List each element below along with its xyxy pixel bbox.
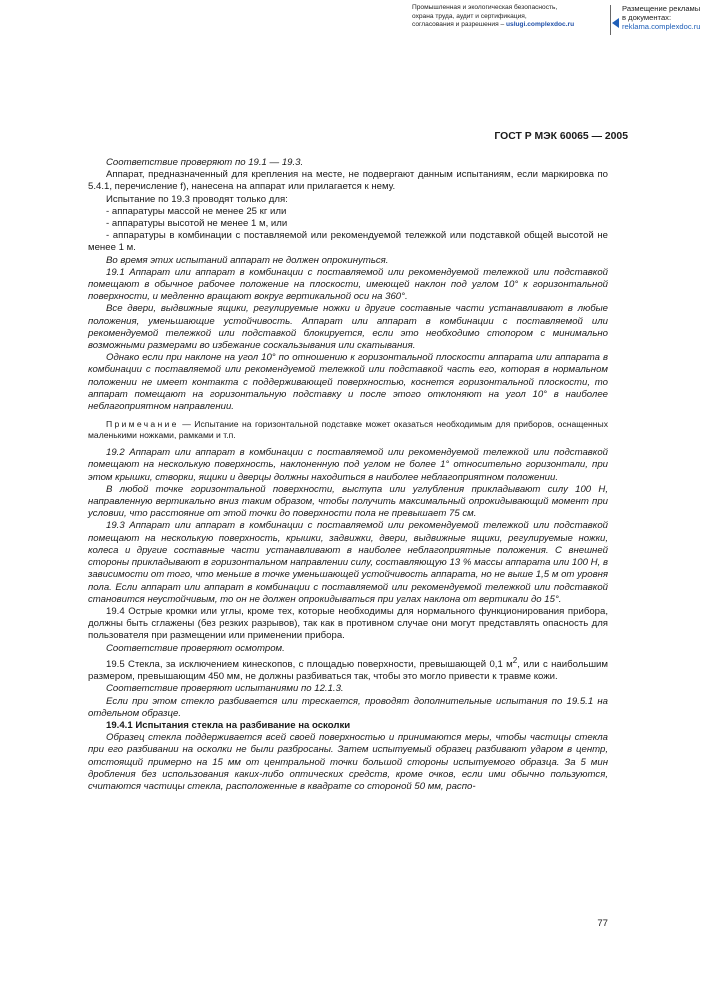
- section-heading: 19.4.1 Испытания стекла на разбивание на осколки: [106, 719, 351, 731]
- superscript: 2: [512, 655, 518, 665]
- paragraph: Все двери, выдвижные ящики, регулируемые ножки и другие составные части устанавливают в любые положения, уменьшающие устойчивость. Аппарат или аппарат в комбинации с поставляемой или рекомендуемой тележкой или подставкой блокируется, если это необходимо стопором с минимально возможными размерами во избежание соскальзывания или скатывания.: [88, 303, 608, 352]
- list-item: - аппаратуры в комбинации с поставляемой или рекомендуемой тележкой или подставкой общей высотой не менее 1 м.: [88, 230, 608, 254]
- banner-divider: [610, 5, 611, 35]
- clause-19-2: 19.2 Аппарат или аппарат в комбинации с поставляемой или рекомендуемой тележкой или подставкой помещают на несколькую поверхность, наклоненную под углом не более 1° относительно горизонтали, при этом крышки, створки, ящики и дверцы должны находиться в наиболее неблагоприятном положении.: [88, 447, 608, 483]
- clause-19-3: 19.3 Аппарат или аппарат в комбинации с поставляемой или рекомендуемой тележкой или подставкой помещают на несколькую поверхность, крышки, задвижки, двери, выдвижные ящики, регулируемые ножки, колеса и другие составные части устанавливают в наиболее неблагоприятные положения. С внешней стороны прикладывают в горизонтальном направлении силу, составляющую 13 % массы аппарата или 100 Н, в зависимости от того, что меньше в точке уменьшающей устойчивость аппарата, но не выше 1,5 м от уровня пола. Если аппарат или аппарат в комбинации с поставляемой или рекомендуемой тележкой или подставкой становится неустойчивым, то он не должен опрокидываться при углах наклона от вертикали до 15°.: [88, 520, 608, 605]
- services-link[interactable]: uslugi.complexdoc.ru: [506, 21, 575, 29]
- clause-19-5: [88, 655, 608, 684]
- paragraph: Однако если при наклоне на угол 10° по отношению к горизонтальной плоскости аппарата или аппарата в комбинации с поставляемой или рекомендуемой тележкой или подставкой часть его, которая в нормальном положении не имеет контакта с поддерживающей поверхностью, коснется горизонтальной плоскости, то аппарат помещают на горизонтальную подставку и после этого отклоняют на угол 10° в наиболее неблагоприятном направлении.: [88, 352, 608, 413]
- paragraph: Аппарат, предназначенный для крепления на месте, не подвергают данным испытаниям, если маркировка по 5.4.1, перечисление f), нанесена на аппарат или прилагается к нему.: [88, 169, 608, 193]
- page-number: 77: [597, 918, 608, 929]
- paragraph: Соответствие проверяют испытаниями по 12.1.3.: [106, 683, 344, 695]
- banner-line: [412, 21, 602, 30]
- banner-line: в документах:: [622, 13, 672, 23]
- banner-line: Размещение рекламы: [622, 4, 701, 13]
- document-body: [88, 157, 608, 793]
- standard-header: ГОСТ Р МЭК 60065 — 2005: [494, 131, 628, 142]
- paragraph: Соответствие проверяют по 19.1 — 19.3.: [106, 157, 304, 168]
- paragraph: В любой точке горизонтальной поверхности, выступа или углубления прикладывают силу 100 Н, направленную вертикально вниз таким образом, чтобы получить максимальный опрокидывающий момент при условии, что расстояние от этой точки до поверхности пола не превышает 75 см.: [88, 483, 608, 520]
- arrow-left-icon: [612, 18, 619, 28]
- list-item: - аппаратуры массой не менее 25 кг или: [106, 205, 287, 217]
- clause-19-1: 19.1 Аппарат или аппарат в комбинации с поставляемой или рекомендуемой тележкой или подставкой помещают в обычное рабочее положение на плоскости, имеющей наклон под углом 10° к горизонтальной поверхности, и медленно вращают вокруг вертикальной оси на 360°.: [88, 266, 608, 303]
- note-label: Примечание: [106, 419, 179, 430]
- list-item: - аппаратуры высотой не менее 1 м, или: [106, 218, 288, 230]
- paragraph: Образец стекла поддерживается всей своей поверхностью и принимаются меры, чтобы частицы стекла при его разбивании на осколки не были разбросаны. Затем испытуемый образец разбивают ударом в центр, отстоящий примерно на 15 мм от центральной точки большой стороны испытуемого образца. За 5 мин дробления без использования каких-либо оптических средств, кроме очков, если ими обычно пользуются, считаются частицы стекла, расположенные в квадрате со стороной 50 мм, распо-: [88, 732, 608, 792]
- note: [88, 419, 608, 441]
- paragraph: Во время этих испытаний аппарат не должен опрокинуться.: [106, 254, 389, 266]
- banner-line: Промышленная и экологическая безопасность,: [412, 4, 558, 11]
- banner-ads-text: [622, 4, 711, 32]
- text-run: 19.5 Стекла, за исключением кинескопов, с площадью поверхности, превышающей 0,1 м: [106, 658, 513, 670]
- banner-line-prefix: согласования и разрешения –: [412, 21, 506, 29]
- paragraph: Соответствие проверяют осмотром.: [106, 642, 285, 654]
- note-text: — Испытание на горизонтальной подставке может оказаться необходимым для приборов, оснащенных маленькими ножками, рамками и т.п.: [88, 419, 608, 441]
- text-run: , или с наибольшим размером, превышающим 450 мм, не должны разбиваться так, чтобы это могло привести к травме кожи.: [88, 658, 608, 683]
- banner-line: охрана труда, аудит и сертификация,: [412, 12, 527, 20]
- paragraph: Если при этом стекло разбивается или трескается, проводят дополнительные испытания по 19.5.1 на отдельном образце.: [88, 695, 608, 719]
- paragraph: Испытание по 19.3 проводят только для:: [106, 193, 288, 205]
- banner-services-text: [412, 4, 602, 30]
- ads-link[interactable]: reklama.complexdoc.ru: [622, 22, 701, 32]
- clause-19-4: 19.4 Острые кромки или углы, кроме тех, которые необходимы для нормального функционирования прибора, должны быть сглажены (без резких разрывов), так как в противном случае они могут представлять опасность для пользователя при размещении или применении прибора.: [88, 605, 608, 642]
- top-banner: [412, 4, 708, 38]
